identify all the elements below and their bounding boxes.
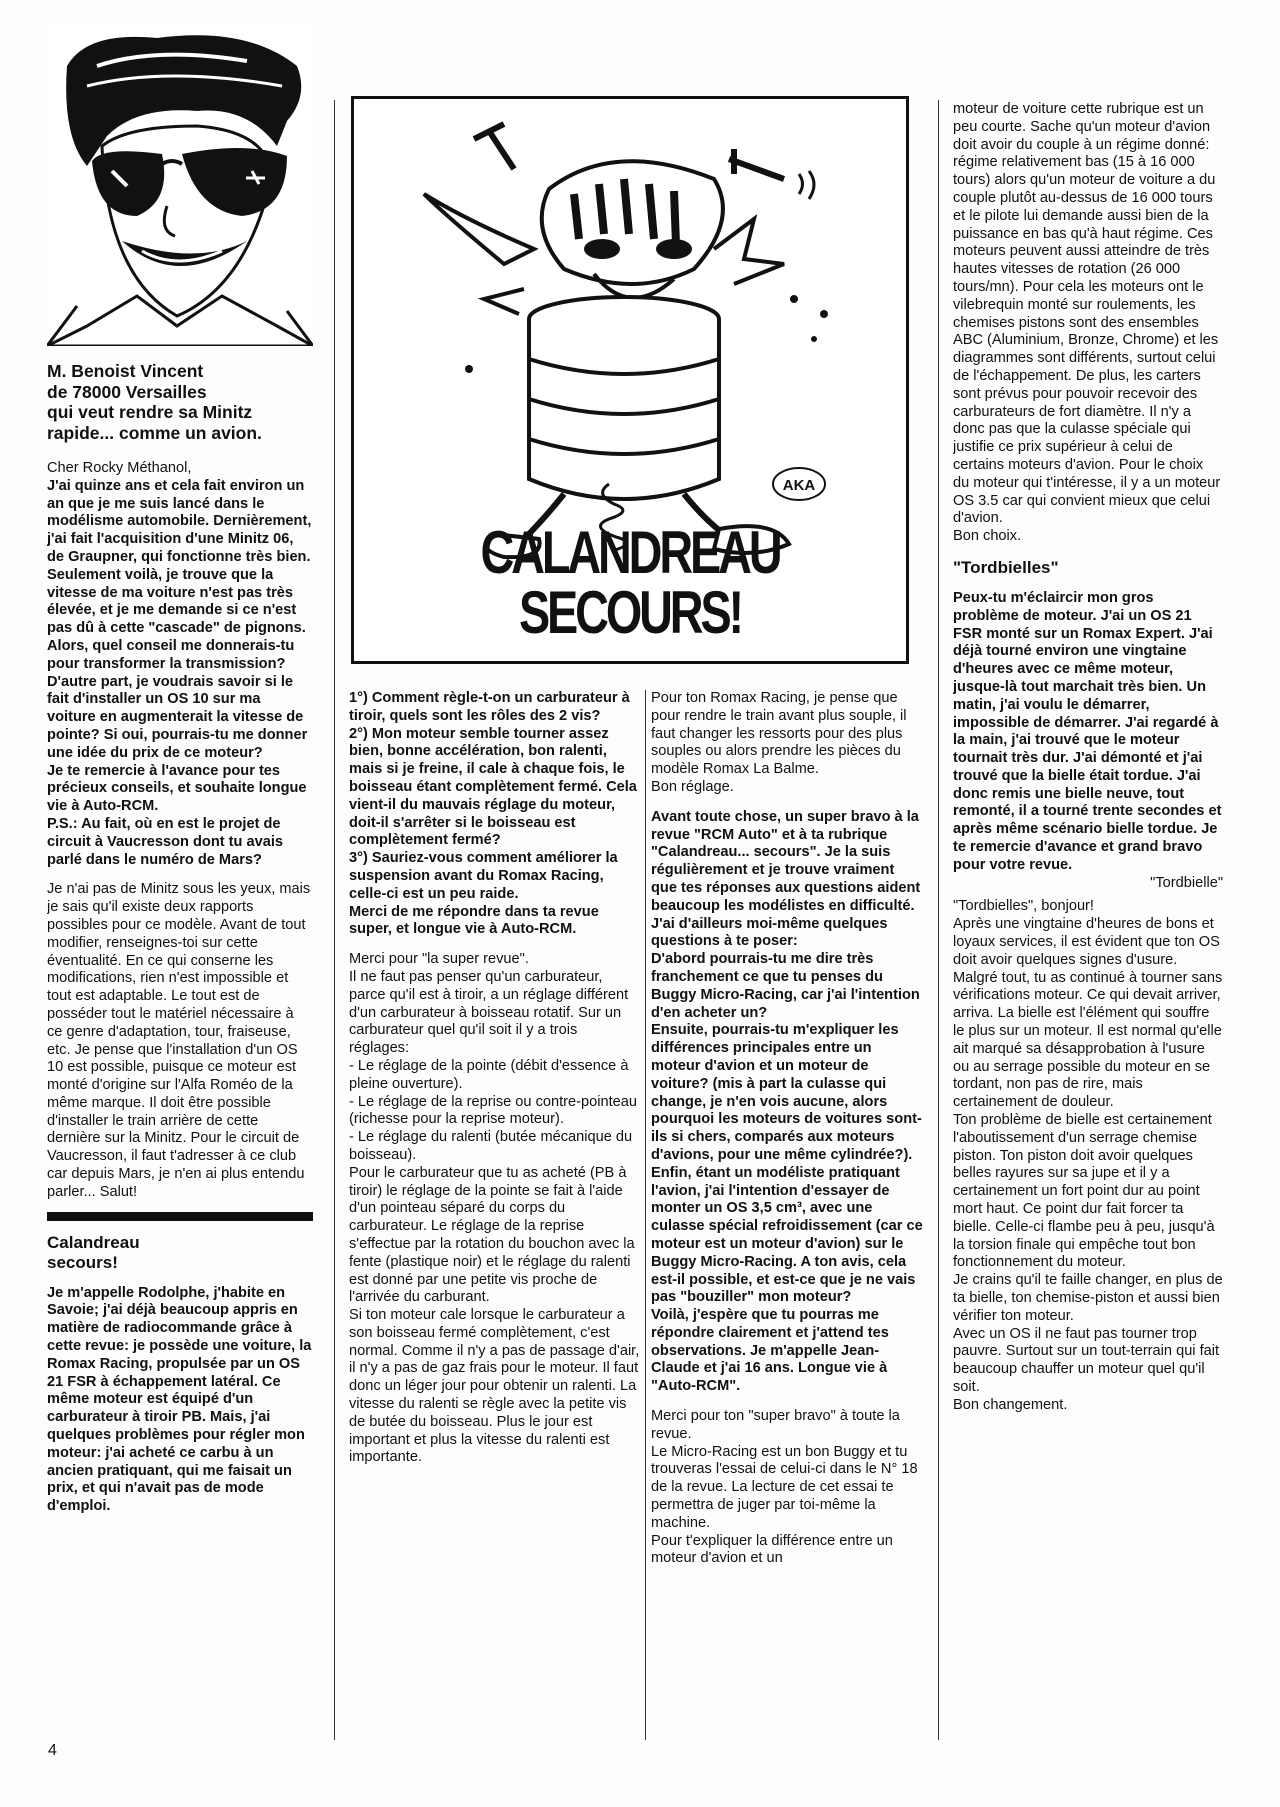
letter-paragraph: Peux-tu m'éclaircir mon gros problème de moteur. J'ai un OS 21 FSR monté sur un Romax Expert. J'ai déjà tourné environ une vingtaine d'heures avec ce même moteur, jusque-là tout marchait très bien. Un matin, j'ai voulu le démarrer, impossible de démarrer. J'ai regardé à la main, j'ai trouvé que le moteur tournait très dur. J'ai démonté et j'ai trouvé que la bielle était tordue. J'ai donc remis une bielle neuve, tout remonté, il a tourné trente secondes et après même scénario bielle tordue. Je te remercie d'avance et grand bravo pour votre revue.	[953, 589, 1222, 873]
caption-line: rapide... comme un avion.	[47, 422, 262, 443]
answer-paragraph: - Le réglage de la reprise ou contre-pointeau (richesse pour la reprise moteur).	[349, 1093, 638, 1128]
answer-paragraph: "Tordbielles", bonjour!	[953, 898, 1094, 915]
answer-paragraph: Merci pour "la super revue".	[349, 951, 529, 968]
column-divider	[938, 100, 939, 1740]
answer-paragraph: Je crains qu'il te faille changer, en plus de ta bielle, ton chemise-piston et aussi bien vérifier ton moteur.	[953, 1272, 1223, 1324]
section-heading: Calandreau	[47, 1232, 140, 1252]
answer-paragraph: - Le réglage du ralenti (butée mécanique du boisseau).	[349, 1129, 633, 1163]
answer-paragraph: Le Micro-Racing est un bon Buggy et tu trouveras l'essai de celui-ci dans le N° 18 de la revue. La lecture de cet essai te permettra de juger par toi-même la machine.	[651, 1443, 918, 1531]
column-4	[953, 101, 1223, 1741]
column-2	[349, 690, 640, 1740]
question-paragraph: 3°) Sauriez-vous comment améliorer la suspension avant du Romax Racing, celle-ci est un peu raide.	[349, 850, 618, 902]
question-paragraph: 1°) Comment règle-t-on un carburateur à tiroir, quels sont les rôles des 2 vis?	[349, 690, 630, 724]
letter-paragraph: D'abord pourrais-tu me dire très franchement ce que tu penses du Buggy Micro-Racing, car j'ai l'intention d'en acheter un?	[651, 951, 920, 1021]
column-divider	[334, 100, 335, 1740]
answer-paragraph: Si ton moteur cale lorsque le carburateur a son boisseau fermé complètement, c'est normal. Comme il n'y a pas de passage d'air, il n'y a pas de gaz frais pour le moteur. Il faut donc un léger jour pour obtenir un ralenti. La vitesse du ralenti se règle avec la petite vis de butée du boisseau. Plus le jour est important et plus la vitesse du ralenti est importante.	[349, 1307, 640, 1466]
answer-signoff: Bon réglage.	[651, 778, 734, 795]
letter-paragraph: Je m'appelle Rodolphe, j'habite en Savoie; j'ai déjà beaucoup appris en matière de radiocommande grâce à cette revue: je possède une voiture, la Romax Racing, propulsée par un OS 21 FSR à échappement latéral. Ce même moteur est équipé d'un carburateur à tiroir PB. Mais, j'ai quelques problèmes pour régler mon moteur: j'ai acheté ce carbu à un ancien pratiquant, qui me faisait un prix, et qui n'avait pas de mode d'emploi.	[47, 1284, 312, 1515]
page-number: 4	[48, 1742, 57, 1759]
answer-signoff: Bon changement.	[953, 1396, 1068, 1413]
caption-line: M. Benoist Vincent	[47, 361, 204, 381]
answer-signoff: Bon choix.	[953, 528, 1022, 545]
letter-paragraph: Enfin, étant un modéliste pratiquant l'avion, j'ai l'intention d'essayer de monter un OS 3,5 cm³, avec une culasse spécial refroidissement (car ce moteur est un moteur d'avion) sur le Buggy Micro-Racing. A ton avis, cela est-il possible, et est-ce que je ne vais pas "bouziller" mon moteur?	[651, 1164, 923, 1306]
answer-paragraph: Avec un OS il ne faut pas tourner trop pauvre. Surtout sur un tout-terrain qui fait beaucoup chauffer un moteur quel qu'il soit.	[953, 1325, 1220, 1395]
question-paragraph: 2°) Mon moteur semble tourner assez bien, bonne accélération, bon ralenti, mais si je freine, il cale à chaque fois, le boisseau étant complètement fermé. Cela vient-il du mauvais réglage du moteur, doit-il s'arrêter si le boisseau est complètement fermé?	[349, 725, 637, 849]
answer-paragraph: Pour t'expliquer la différence entre un moteur d'avion et un	[651, 1532, 893, 1567]
answer-paragraph: Je n'ai pas de Minitz sous les yeux, mais je sais qu'il existe deux rapports possibles pour ce modèle. Avant de tout modifier, renseignes-toi sur cette éventualité. En ce qui conserne les modifications, rien n'est impossible et tout est adaptable. Le tout est de posséder tout le matériel nécessaire à ce genre d'adaptation, tour, fraiseuse, etc. Je pense que l'installation d'un OS 10 est possible, puisque ce moteur est monté d'origine sur l'Alfa Roméo de la même marque. Il doit être possible d'installer le train arrière de cette dernière sur la Minitz. Pour le circuit de Vaucresson, il faut t'adresser à ce club car depuis Mars, je n'en ai plus entendu parler... Salut!	[47, 881, 311, 1200]
calandreau-banner	[351, 96, 909, 664]
caption-line: de 78000 Versailles	[47, 381, 207, 402]
letter-signature: "Tordbielle"	[1150, 874, 1223, 891]
column-1	[47, 460, 313, 1730]
answer-paragraph: Merci pour ton "super bravo" à toute la revue.	[651, 1408, 900, 1442]
letter-paragraph: Ensuite, pourrais-tu m'expliquer les différences principales entre un moteur d'avion et un moteur de voiture? (mis à part la culasse qui change, je n'en vois aucune, alors pourquoi les moteurs de voitures sont-ils si chers, comparés aux moteurs d'avions, pour une même cylindrée?).	[651, 1022, 922, 1163]
artist-signature: AKA	[782, 477, 816, 494]
letter-paragraph: Avant toute chose, un super bravo à la revue "RCM Auto" et à ta rubrique "Calandreau... secours". Je la suis régulièrement et je trouve vraiment que tes réponses aux questions aident beaucoup les modélistes en difficulté.	[651, 808, 921, 914]
caption-line: qui veut rendre sa Minitz	[47, 402, 253, 422]
answer-paragraph: - Le réglage de la pointe (débit d'essence à pleine ouverture).	[349, 1057, 629, 1092]
answer-paragraph: Pour ton Romax Racing, je pense que pour rendre le train avant plus souple, il faut changer les ressorts pour des plus souples ou alors prendre les pièces du modèle Romax La Balme.	[651, 690, 907, 778]
rocky-methanol-portrait-illustration	[47, 26, 313, 346]
reader-caption	[47, 361, 317, 443]
letter-paragraph: J'ai quinze ans et cela fait environ un an que je me suis lancé dans le modélisme automobile. Dernièrement, j'ai fait l'acquisition d'une Minitz 06, de Graupner, qui fonctionne très bien. Seulement voilà, je trouve que la vitesse de ma voiture n'est pas très élevée, et je me demande si ce n'est pas dû à cette "cascade" de pignons. Alors, quel conseil me donnerais-tu pour transformer la transmission? D'autre part, je voudrais savoir si le fait d'installer un OS 10 sur ma voiture en augmenterait la vitesse de pointe? Si oui, pourrais-tu me donner une idée du prix de ce moteur?	[47, 477, 312, 761]
section-heading: secours!	[47, 1252, 118, 1272]
answer-paragraph: Après une vingtaine d'heures de bons et loyaux services, il est évident que ton OS doit avoir quelques signes d'usure. Malgré tout, tu as continué à tourner sans vérifications moteur. Ce qui devait arriver, arriva. La bielle est l'élément qui souffre le plus sur un moteur. Il est normal qu'elle ait marqué sa désapprobation à l'usure ou au serrage possible du moteur en se tordant, non pas de rire, mais certainement de douleur.	[953, 916, 1223, 1111]
answer-paragraph: Pour le carburateur que tu as acheté (PB à tiroir) le réglage de la pointe se fait à l'aide d'un pointeau séparé du corps du carburateur. Le réglage de la reprise s'effectue par la rotation du bouchon avec la fente (plastique noir) et le réglage du ralenti est donné par une petite vis proche de l'arrivée du carburant.	[349, 1164, 635, 1306]
exploding-engine-cartoon	[354, 99, 906, 559]
column-divider	[645, 690, 646, 1740]
letter-paragraph: Je te remercie à l'avance pour tes précieux conseils, et souhaite longue vie à Auto-RCM.	[47, 762, 307, 815]
answer-paragraph: Il ne faut pas penser qu'un carburateur, parce qu'il est à tiroir, a un réglage différent d'un carburateur à boisseau rotatif. Sur un carburateur quel qu'il soit il y a trois réglages:	[349, 968, 629, 1057]
answer-paragraph: moteur de voiture cette rubrique est un peu courte. Sache qu'un moteur d'avion doit avoir du couple à un régime donné: régime relativement bas (15 à 16 000 tours) alors qu'un moteur de voiture a du couple plutôt au-dessus de 16 000 tours et le pilote lui demande aussi bien de la puissance en bas qu'à haut régime. Ces moteurs peuvent aussi atteindre de très hautes vitesses de rotation (26 000 tours/mn). Pour cela les moteurs ont le vilebrequin monté sur roulements, les chemises pistons sont des ensembles ABC (Aluminium, Bronze, Chrome) et les diagrammes sont différents, surtout celui de l'échappement. De plus, les carters sont prévus pour pouvoir recevoir des carburateurs de fort diamètre. Il n'y a donc pas que la culasse spéciale qui justifie ce prix supérieur à celui de certains moteurs d'avion. Pour le choix du moteur qui t'intéresse, il y a un moteur OS 3.5 car qui convient mieux que celui d'avion.	[953, 101, 1221, 527]
letter-salutation: Cher Rocky Méthanol,	[47, 460, 192, 476]
letter-paragraph: Voilà, j'espère que tu pourras me répondre clairement et j'attend tes observations. Je m'appelle Jean-Claude et j'ai 16 ans. Longue vie à "Auto-RCM".	[651, 1307, 889, 1395]
section-bar	[47, 1212, 313, 1221]
column-3	[651, 690, 923, 1740]
letter-paragraph: P.S.: Au fait, où en est le projet de circuit à Vaucresson dont tu avais parlé dans le numéro de Mars?	[47, 815, 284, 868]
answer-paragraph: Ton problème de bielle est certainement l'aboutissement d'un serrage chemise piston. Ton piston doit avoir quelques belles rayures sur sa jupe et il y a certainement un fort point dur au point mort haut. Ce point dur fait forcer ta bielle. Celle-ci flambe peu à peu, jusqu'à la torsion finale qui empêche tout bon fonctionnement du moteur.	[953, 1112, 1215, 1271]
question-paragraph: Merci de me répondre dans ta revue super, et longue vie à Auto-RCM.	[349, 903, 599, 938]
banner-title: CALANDREAU SECOURS!	[480, 519, 780, 646]
section-heading: "Tordbielles"	[953, 557, 1059, 577]
letter-paragraph: J'ai d'ailleurs moi-même quelques questions à te poser:	[651, 915, 888, 950]
